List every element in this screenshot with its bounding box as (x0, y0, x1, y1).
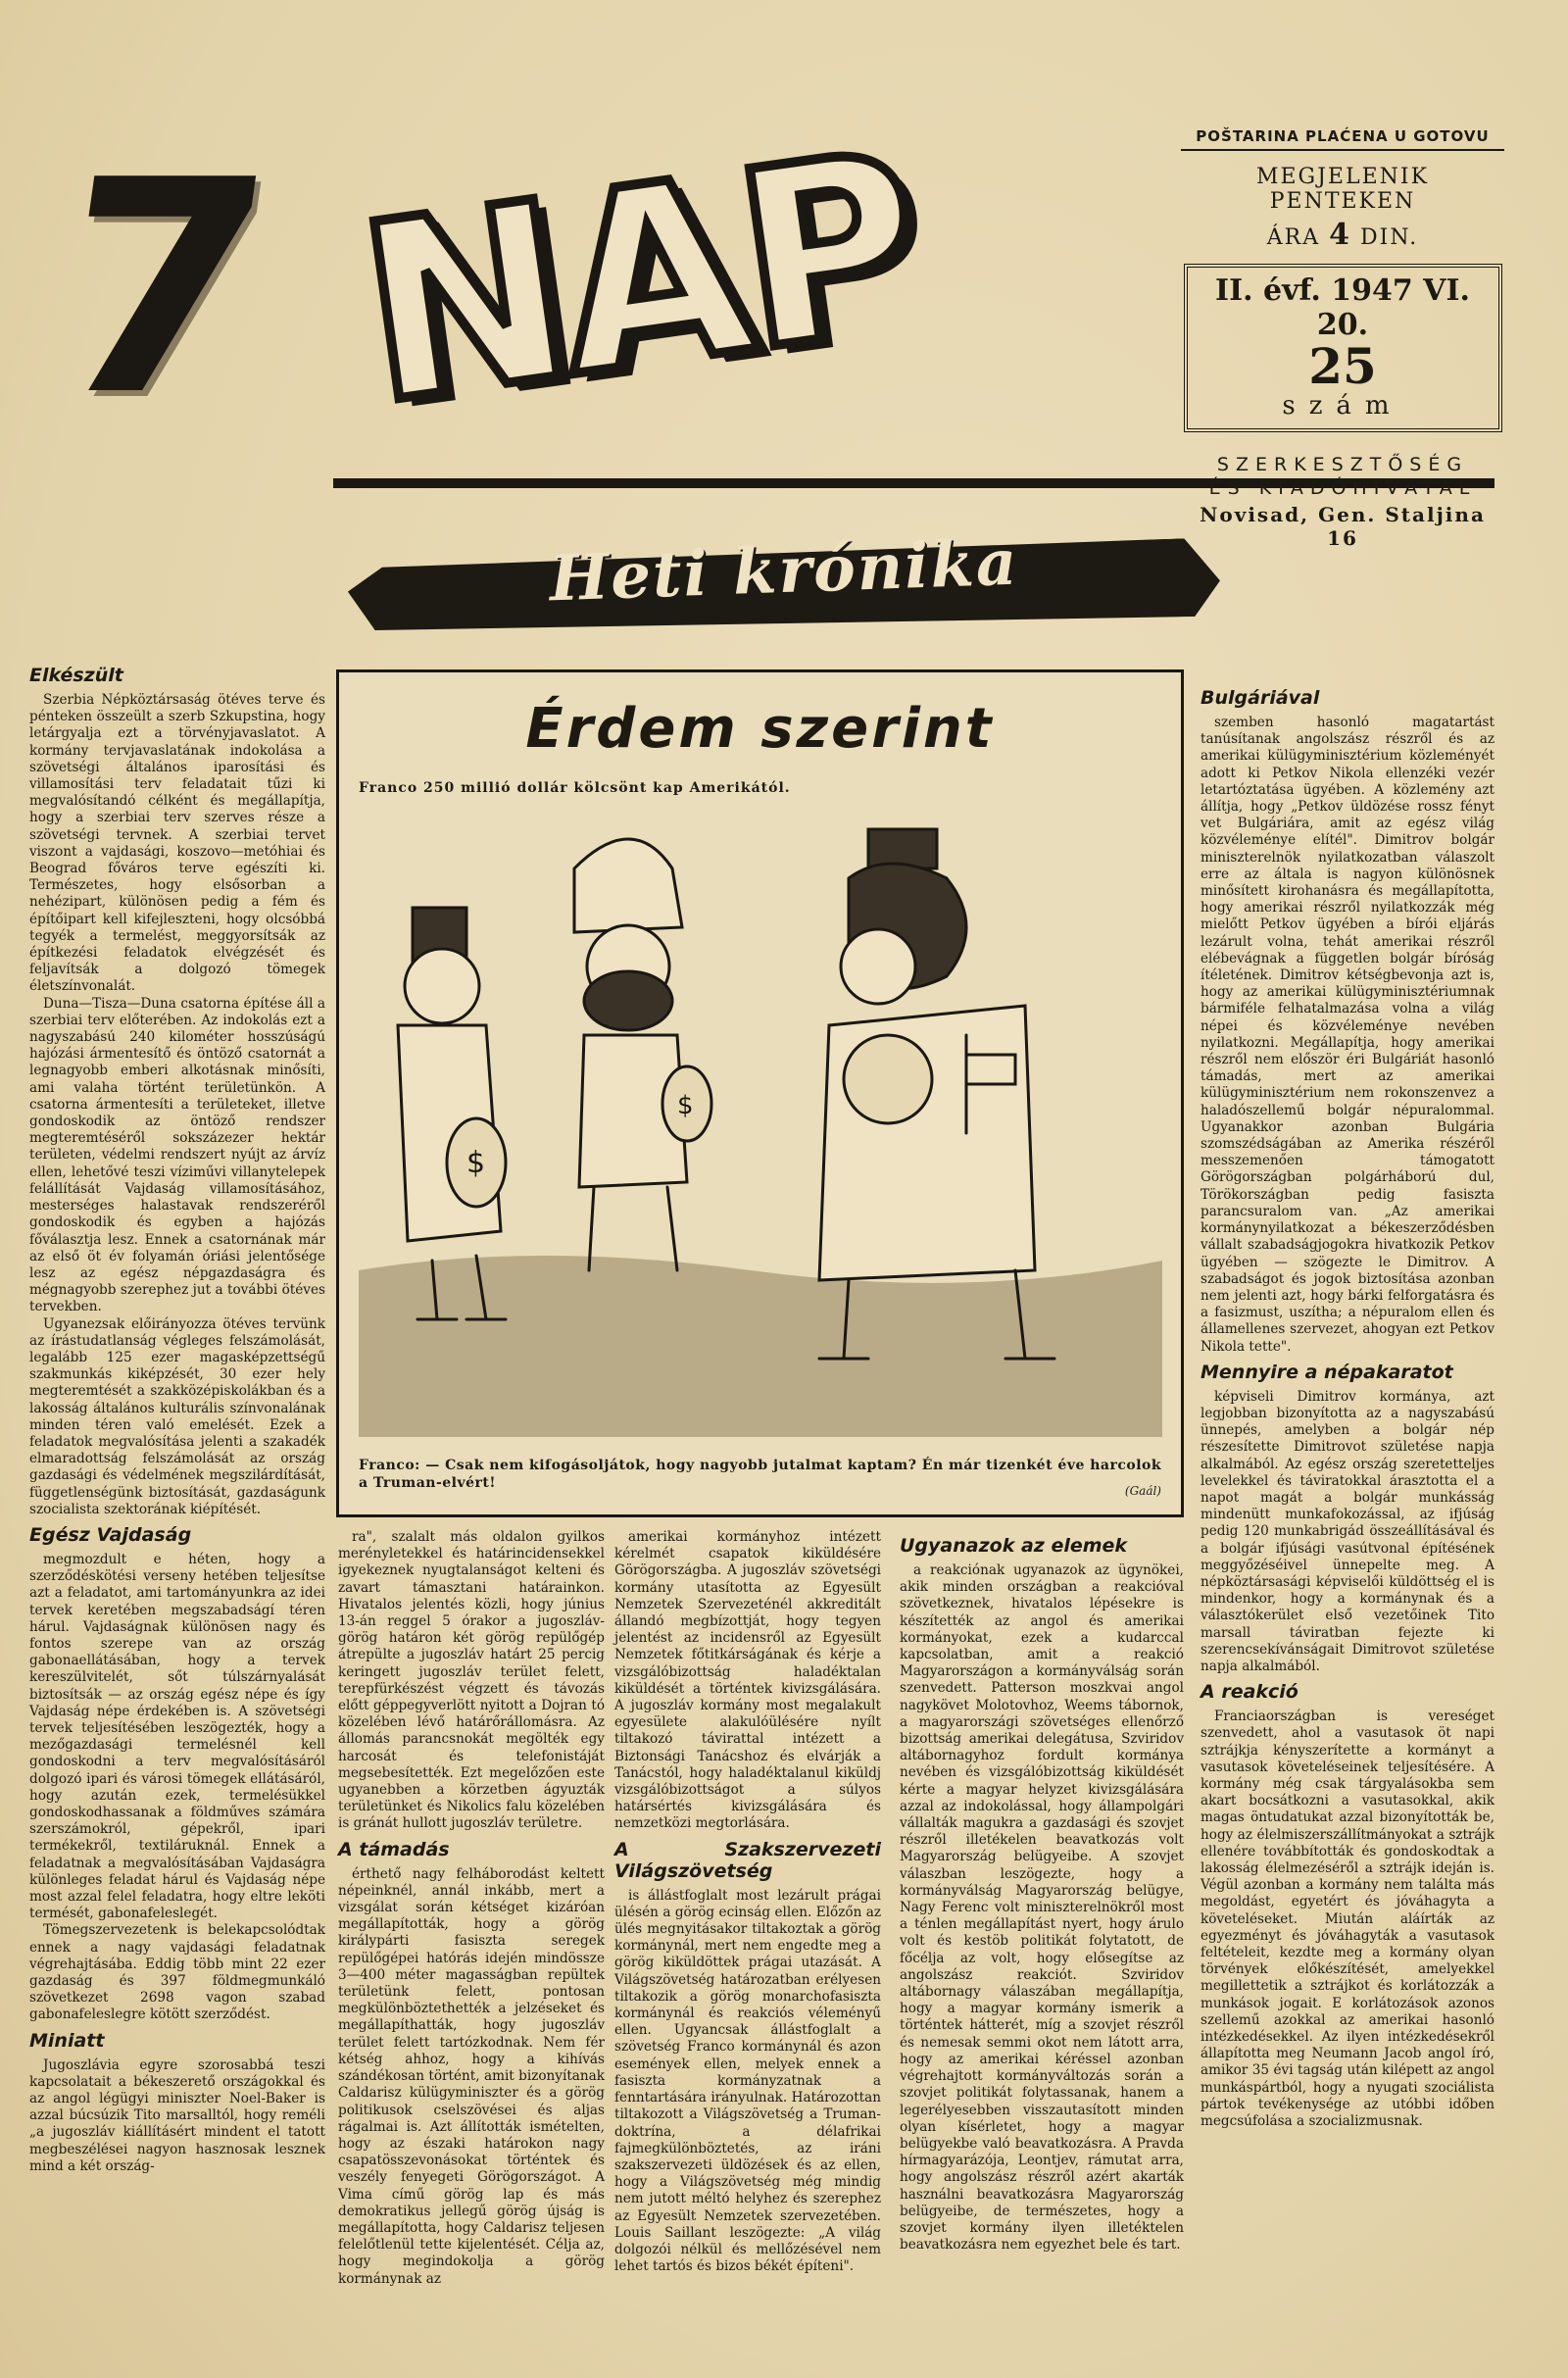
masthead (34, 88, 1166, 510)
issue-seven-logo: 7 (34, 118, 288, 460)
headline-a-tamadas: A támadás (338, 1838, 450, 1860)
headline-miniatt: Miniatt (29, 2029, 105, 2052)
article-paragraph: érthető nagy felháborodást keltett népeinknél, annál inkább, mert a vizsgálat során kétséget kizáróan megállapították, hogy a görög királypárti fasiszta seregek repülőgépei hatórás idején mindössze 3—400 méter magasságban repültek területünk felett, pontosan megkülönböztethették a jelzéseket és megállapíthatták, hogy jugoszláv terület felett tartózkodnak. Nem fér kétség ahhoz, hogy a kihívás szándékosan történt, amit bizonyítanak Caldarisz külügyminiszter és a görög politikusok cselszövései és aljas rágalmai is. Azt állították ismételten, hogy az északi határokon nagy csapatösszevonásokat történtek és veszély fenyegeti Görögországot. A Vima című görög lap és más demokratikus jellegű görög újság is megállapította, hogy Caldarisz teljesen felelőtlenül tette kijelentését. Célja az, hogy megindokolja a görög kormánynak az (338, 1865, 605, 2287)
svg-text:$: $ (466, 1146, 486, 1180)
article-paragraph: amerikai kormányhoz intézett kérelmét csapatok kiküldésére Görögországba. A jugoszláv szövetségi kormány utasította az Egyesült Nemzetek Szervezeténél akkreditált állandó megbízottját, hogy tegyen jelentést az incidensről az Egyesült Nemzetek főtitkárságának és kérje a vizsgálóbizottság haladéktalan kiküldését a történtek kivizsgálására. A jugoszláv kormány most megalakult egyesülete alakulóülésére nyílt tiltakozó távirattal intézett a Biztonsági Tanácshoz és elvárják a Tanácstól, hogy haladéktalanul kiküldj vizsgálóbizottságot a súlyos határsértés kivizsgálására és nemzetközi megtorlására. (614, 1529, 881, 1832)
column-4 (900, 1529, 1184, 2254)
editorial-office (1181, 454, 1504, 501)
issue-label: szám (1282, 391, 1403, 421)
article-paragraph: képviseli Dimitrov kormánya, azt legjobban bizonyította az a nagyszabású ünnepés, amelyben a bolgár nép részesítette Dimitrovot születése napja alkalmából. Az egész ország szeretetteljes levelekkel és táviratokkal árasztotta el a napot magát a bolgár munkásság mindenütt munkafokozással, az ifjúság pedig 120 munkabrigád összeállításával és a bolgár ifjúsági vasútvonal építésének meggyőzéséivel ünnepelte meg. A népköztársasági képviselői küldöttség el is mindenkor, hogy a kormánynak és a választókerület első vezetőinek Tito marsall táviratban fejezte ki szerencsekívánságait Dimitrovot születése napja alkalmából. (1200, 1388, 1494, 1674)
section-banner-title: Heti krónika (548, 525, 1020, 617)
article-paragraph: Franciaországban is vereséget szenvedett, ahol a vasutasok öt napi sztrájkja kényszerítette a kormányt a vasutasok követeléseinek teljesítésére. A kormány még csak tárgyalásokba sem akart bocsátkozni a vasutasokkal, akik magas öntudatukat azzal bizonyították be, hogy az élelmiszerszállítmányokat a sztrájk ellenére továbbították és gondoskodtak a lakosság élelmezéséről a sztrájk ideján is. Végül azonban a kormány nem találta más megoldást, egyetért és jóváhagyta a követeléseket. Miután aláírták az egyezményt és jóváhagyták a vasutasok feltételeit, kezdte meg a kormány olyan törvények előkészítését, amelyekkel megillettetik a sztrájkot és korlátozzák a munkások jogait. E korlátozások azonos szellemű azokkal az amerikai hasonló intézkedésekkel. Az ilyen intézkedésekről állapította meg Neumann Jacob angol író, amikor 35 évi tagság után kilépett az angol munkáspártból, hogy a nyugati szociálista pártok tevékenysége az utóbbi időben megcsúfolása a szocializmusnak. (1200, 1709, 1494, 2130)
article-paragraph: szemben hasonló magatartást tanúsítanak angolszász részről és az amerikai külügyminisztérium közleményét adott ki Petkov Nikola ellenzéki vezér letartóztatása ügyében. A közlemény azt állítja, hogy „Petkov üldözése rossz fényt vet Bulgáriára, amit az egész világ közvéleménye elítél". Dimitrov bolgár miniszterelnök nyilatkozatban válaszolt erre az általa is nagyon különösnek minősített kirohanásra és megállapította, hogy amerikai részről nyilatkozzák még mielőtt Petkov ügyében a bírói eljárás lezárult volna, tehát amerikai részről elébevágnak a független bolgár bíróság ítéletének. Dimitrov kétségbevonja azt is, hogy az amerikai külügyminisztériumnak bármiféle felhatalmazása volna a világ népei és közvéleménye nevében nyilatkozni. Megállapítja, hogy amerikai részről nem először éri Bulgáriát hasonló támadás, mert az amerikai külügyminisztérium nem rokonszenvez a haladószellemű bolgár népuralommal. Ugyanakkor azonban Bulgária szomszédságában az Amerika részéről messzemenően támogatott Görögországban polgárháború dul, Törökországban pedig fasiszta parancsuralom van. „Az amerikai kormánynyilatkozat a békeszerződésben vállalt szabadságjogokra hivatkozik Petkov ügyében — szögezte le Dimitrov. A szabadságot és jogok biztosítása azonban nem jelenti azt, hogy bárki felforgatásra és a fasizmust, uszítha; a népuralom ellen és államellenes szervezet, ahogyan ezt Petkov Nikola tette". (1200, 715, 1494, 1355)
postage-note: POŠTARINA PLAĆENA U GOTOVU (1181, 127, 1504, 151)
headline-egesz-vajdasag: Egész Vajdaság (29, 1523, 192, 1546)
column-5 (1200, 681, 1494, 2130)
article-paragraph: Szerbia Népköztársaság ötéves terve és pénteken összeült a szerb Szkupstina, hogy letárgyalja ezt a törvényjavaslatot. A kormány tervjavaslatának indokolása a szövetségi általános iparosítási és villamosítási terv feladatait tűzi ki megvalósítandó célként és megállapítja, hogy a szerbiai terv szerves része a szövetségi tervnek. A szerbiai tervet viszont a vajdasági, koszovo—metóhiai és Beograd főváros terve egészíti ki. Természetes, hogy elsősorban a nehézipart, különösen pedig a fém és építőipart kell kifejleszteni, hogy olcsóbbá tegyék a termelést, meggyorsítsák az építkezési feladatok elvégzését és feljavítsák a dolgozó tömegek életszínvonalát. (29, 692, 325, 995)
cartoon-title: Érdem szerint (525, 697, 995, 761)
price-value: 4 (1329, 218, 1352, 252)
editorial-cartoon (336, 669, 1184, 1517)
office-address: Novisad, Gen. Staljina 16 (1200, 502, 1486, 550)
price-prefix: ÁRA (1266, 225, 1321, 250)
office-line-1: SZERKESZTŐSÉG (1216, 454, 1469, 475)
headline-elkeszult: Elkészült (29, 665, 123, 686)
cartoon-dialogue: Franco: — Csak nem kifogásoljátok, hogy nagyobb jutalmat kaptam? Én már tizenkét éve harcolok a Truman-elvért! (359, 1458, 1162, 1491)
cartoon-drawing (339, 810, 1182, 1437)
headline-a-reakcio: A reakció (1200, 1681, 1298, 1704)
column-2 (338, 1529, 605, 2288)
headline-szakszervezeti-vilagszovetseg: A Szakszervezeti Világszövetség (614, 1838, 881, 1882)
issue-date: II. évf. 1947 VI. 20. (1215, 273, 1470, 342)
office-line-2: ÉS KIADÓHIVATAL (1208, 476, 1477, 499)
column-1 (29, 659, 325, 2175)
price-unit: DIN. (1360, 225, 1419, 250)
cartoon-signature: (Gaál) (1124, 1484, 1161, 1498)
article-paragraph: Jugoszlávia egyre szorosabbá teszi kapcsolatait a békeszerető országokkal és az angol légügyi miniszter Noel-Baker is azzal búcsúzik Tito marsalltól, hogy reméli „a jugoszláv kiállításért mindent el tatott megbeszélései nagyon hasznosak lesznek mind a két ország- (29, 2056, 325, 2174)
headline-bulgariaval: Bulgáriával (1200, 687, 1320, 709)
article-paragraph: ra", szalalt más oldalon gyilkos merényletekkel és határincidensekkel igyekeznek nyugtalanságot kelteni és zavart támasztani határainkon. Hivatalos jelentés közli, hogy június 13-án reggel 5 órakor a jugoszláv-görög határon két görög repülőgép átrepülte a jugoszláv határt 25 percig keringett jugoszláv terület felett, terepfürkészést végzett és távozás előtt géppegyverlött nyitott a Dojran tó közelében lévő határőrállomásra. Az állomás parancsnokát megölték egy harcosát és telefonistáját megsebesítették. Ezt megelőzően este ugyanebben a körzetben ágyuzták területünket és Nikolics falu közelében is gránát hullott jugoszláv területre. (338, 1529, 605, 1832)
column-3 (614, 1529, 881, 2275)
svg-text:$: $ (677, 1091, 694, 1120)
article-paragraph: megmozdult e héten, hogy a szerződéskötési verseny hetében teljesítse azt a feladatot, ami tartományunkra az idei tervek keretében megszabadságí téren hárul. Vajdaságnak különösen nagy és fontos szerepe van az ország gabonaellátásában, hogy a tervek kereszülvitelét, sőt túlszárnyalását biztosítsák — az ország egész népe és így Vajdaság népe érdekében is. A szövetségi tervek teljesítésében leszögezték, hogy a mezőgazdasági termelésnél kell gondoskodni a terv megvalósításáról dolgozó ipari és városi tömegek ellátásáról, hogy azután ezek, termelésükkel gondoskodhassanak a földműves számára szerszámokról, gépekről, ipari termékekről, textiláruknál. Ennek a feladatnak a megvalósításában Vajdaságra különleges feladat hárul és Vajdaság népe most azzal felel feladatra, hogy eltre leköti termését, gabonafeleslegét. (29, 1551, 325, 1922)
headline-ugyanazok-az-elemek: Ugyanazok az elemek (900, 1535, 1128, 1557)
cartoon-caption: Franco 250 millió dollár kölcsönt kap Amerikától. (359, 780, 791, 796)
price (1181, 218, 1504, 252)
headline-mennyire-a-nepakaratot: Mennyire a népakaratot (1200, 1361, 1453, 1383)
masthead-info (1181, 127, 1504, 550)
issue-box (1184, 264, 1502, 432)
article-paragraph: Ugyanezsak előirányozza ötéves tervünk az írástudatlanság végleges felszámolását, legalább 125 ezer magasképzettségű szakmunkás kiképzését, 30 ezer hely megteremtését a szakközépiskolákban és a lakosság általános kulturális színvonalának minden téren való emelését. Ezek a feladatok megvalósítása jelenti a szakadék elmaradottság felszámolását az ország gazdasági és védelmének megszilárdítását, függetlenségünk biztosítását, gazdaságunk szocialista szektorának kiépítését. (29, 1315, 325, 1517)
article-paragraph: Tömegszervezetenk is belekapcsolódtak ennek a nagy vajdasági feladatnak végrehajtásába. Eddig több mint 22 ezer gazdaság és 397 földmegmunkáló szövetkezet 2698 vagon szabad gabonafeleslegre kötött szerződést. (29, 1922, 325, 2023)
nap-logo: NAP (345, 99, 931, 459)
issue-number: 25 (1308, 337, 1377, 395)
article-paragraph: Duna—Tisza—Duna csatorna építése áll a szerbiai terv előterében. Az indokolás ezt a nagyszabású 240 kilométer hosszúságú hajózási ármentesítő és öntöző csatornát a legnagyobb emberi alkotásnak minősíti, ami valaha történt területünkön. A csatorna ármentesíti a területeket, illetve gondoskodik az öntöző rendszer megteremtéséről sokszázezer hektár területen, védelmi rendszert nyújt az árvíz ellen, lehetővé teszi víziművi villanytelepek felállítását Vajdaság villamosításához, mesterséges halastavak rendszeréről gondoskodik és egyben a hajózás főválasztja lesz. Ennek a csatornának már az első öt év folyamán óriási jelentősége lesz az egész népgazdaságra és mégnagyobb szerephez jut a további ötéves tervekben. (29, 995, 325, 1315)
article-paragraph: is állástfoglalt most lezárult prágai ülésén a görög ecinság ellen. Előzőn az ülés megnyitásakor tiltakoztak a görög kormánynál, mert nem engedte meg a görög kiküldöttek prágai utazását. A Világszövetség határozatban erélyesen tiltakozik a görög monarchofasiszta kormánynál és reakciós véleményű ellen. Ugyancsak állástfoglalt a szövetség Franco kormánynál és azon események ellen, melyek ennek a fasiszta kormányzatnak a fenntartására irányulnak. Határozottan tiltakozott a Világszövetség a Truman-doktrína, a délafrikai fajmegkülönböztetés, az iráni szakszervezeti üldözések és az ellen, hogy a Világszövetség még mindig nem jutott méltó helyhez és szerephez az Egyesült Nemzetek szervezetében. Louis Saillant leszögezte: „A világ dolgozói nélkül és mellőzésével nem lehet tartós és bizos békét építeni". (614, 1887, 881, 2275)
publication-frequency: MEGJELENIK PENTEKEN (1255, 165, 1430, 214)
article-paragraph: a reakciónak ugyanazok az ügynökei, akik minden országban a reakcióval szövetkeznek, hivatalos lépésekre is készítették az angol és amerikai kormányokat, ezek a kudarccal kapcsolatban, amit a reakció Magyarországon a kormányválság során szenvedett. Patterson moszkvai angol nagykövet Molotovhoz, Weems tábornok, a magyarországi szövetséges ellenőrző bizottság amerikai delegátusa, Szviridov altábornagyhoz fordult kormánya nevében és vizsgálóbizottság kiküldését kérte a magyar helyzet kivizsgálására azzal az indokolással, hogy állampolgári vállalták magukra a gazdasági és szovjet részről illetékelen beavatkozás volt Magyarország belügyeibe. A szovjet válaszban leszögezte, hogy a kormányválság Magyarország belügye, Nagy Ferenc volt miniszterelnökről most a ténlen megállapítást nyert, hogy árulo volt és kestöb politikát folytatott, de főcélja az volt, hogy elősegítse az angolszász reakciót. Szviridov altábornagy válaszában megállapítja, hogy a magyar kormány ismerik a történtek hátterét, míg a szovjet részről és nemesak semmi okot nem látott arra, hogy az amerikai kéréssel azonban végrehajtott kormányváltozás során a szovjet politikát folytassanak, hanem a legerélyesebben visszautasított minden olyan kísérletet, hogy a magyar belügyekbe való beavatkozásra. A Pravda hírmagyarázója, Leontjev, rámutat arra, hogy angolszász részről azért akarták használni beavatkozásra Magyarország belügyeibe, de természetes, hogy a szovjet kormány ilyen illetéktelen beavatkozásra nem egyezhet bele és tart. (900, 1562, 1184, 2254)
